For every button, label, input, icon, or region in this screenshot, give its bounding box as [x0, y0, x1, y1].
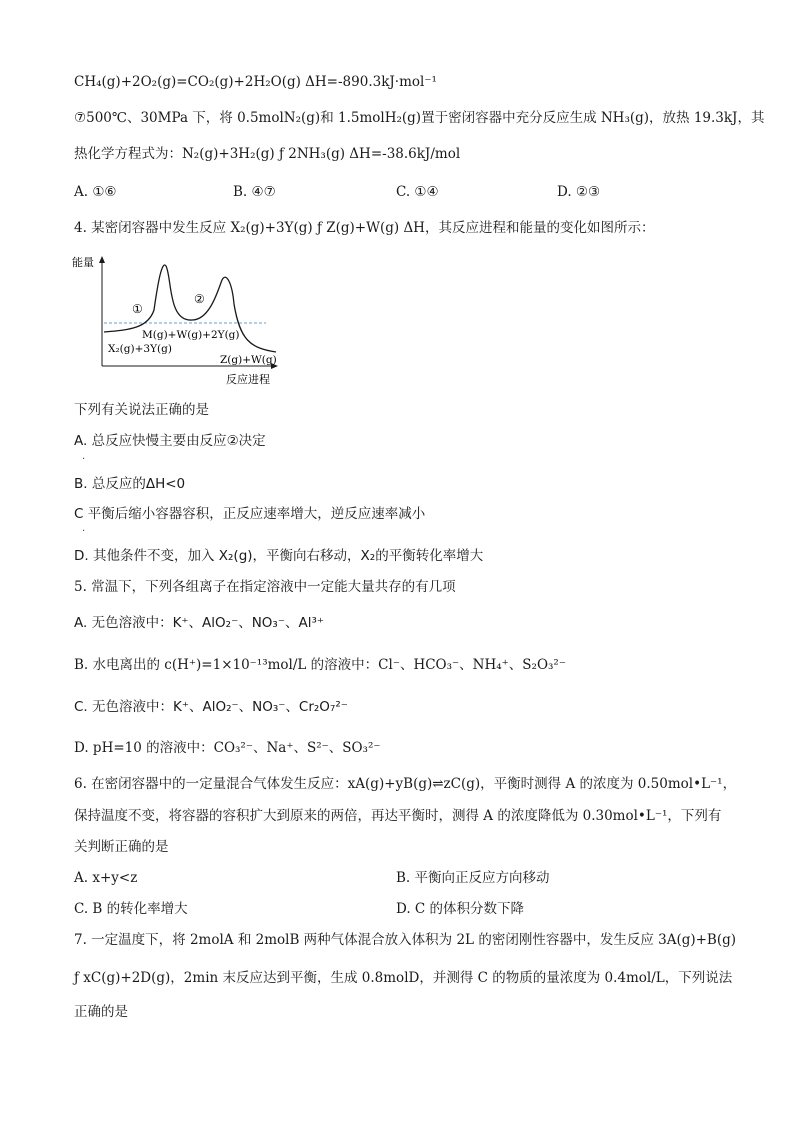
energy-profile-diagram [70, 252, 280, 392]
q5-option-c[interactable]: C. 无色溶液中：K⁺、AlO₂⁻、NO₃⁻、Cr₂O₇²⁻ [74, 699, 348, 715]
q6-stem-line1: 6. 在密闭容器中的一定量混合气体发生反应：xA(g)+yB(g)⇌zC(g)，平衡时测得 A 的浓度为 0.50mol•L⁻¹， [74, 776, 737, 792]
q6-stem-line2: 保持温度不变，将容器的容积扩大到原来的两倍，再达平衡时，测得 A 的浓度降低为 0.30mol•L⁻¹，下列有 [74, 808, 722, 824]
q4-option-b[interactable]: B. 总反应的ΔH<0 [74, 476, 186, 492]
q5-stem: 5. 常温下，下列各组离子在指定溶液中一定能大量共存的有几项 [74, 579, 456, 595]
artifact-dot: . [82, 523, 86, 534]
peak-label-2: ② [194, 292, 205, 306]
q5-option-d[interactable]: D. pH=10 的溶液中：CO₃²⁻、Na⁺、S²⁻、SO₃²⁻ [74, 740, 381, 756]
q6-stem-line3: 关判断正确的是 [74, 839, 169, 855]
y-axis-arrow [99, 256, 105, 263]
q7-stem-line1: 7. 一定温度下，将 2molA 和 2molB 两种气体混合放入体积为 2L 的密闭刚性容器中，发生反应 3A(g)+B(g) [74, 932, 737, 948]
q6-option-d[interactable]: D. C 的体积分数下降 [396, 901, 525, 917]
q4-stem: 4. 某密闭容器中发生反应 X₂(g)+3Y(g) ƒ Z(g)+W(g) ΔH，其反应进程和能量的变化如图所示： [74, 220, 655, 236]
products-label: Z(g)+W(g) [220, 354, 277, 366]
q3-option-d[interactable]: D. ②③ [557, 184, 601, 200]
q5-option-b[interactable]: B. 水电离出的 c(H⁺)=1×10⁻¹³mol/L 的溶液中：Cl⁻、HCO₃⁻、NH₄⁺、S₂O₃²⁻ [74, 657, 566, 673]
q3-option-a[interactable]: A. ①⑥ [74, 184, 117, 200]
q3-option-b[interactable]: B. ④⑦ [233, 184, 276, 200]
q3-option-c[interactable]: C. ①④ [396, 184, 439, 200]
artifact-dot: . [82, 451, 86, 462]
reactants-label: X₂(g)+3Y(g) [108, 343, 172, 355]
q4-option-d[interactable]: D. 其他条件不变，加入 X₂(g)，平衡向右移动，X₂的平衡转化率增大 [74, 548, 484, 564]
q3-equation-6: CH₄(g)+2O₂(g)=CO₂(g)+2H₂O(g) ΔH=-890.3kJ·mol⁻¹ [74, 74, 437, 90]
q3-statement-7-line2: 热化学方程式为：N₂(g)+3H₂(g) ƒ 2NH₃(g) ΔH=-38.6kJ/mol [74, 146, 461, 162]
energy-profile-svg [70, 252, 280, 392]
q4-option-a[interactable]: A. 总反应快慢主要由反应②决定 [74, 433, 266, 449]
q4-prompt: 下列有关说法正确的是 [74, 402, 209, 418]
y-axis-label: 能量 [72, 256, 94, 269]
q3-statement-7-line1: ⑦500℃、30MPa 下，将 0.5molN₂(g)和 1.5molH₂(g)置于密闭容器中充分反应生成 NH₃(g)，放热 19.3kJ，其 [74, 110, 765, 126]
q7-stem-line3: 正确的是 [74, 1004, 128, 1020]
q6-option-b[interactable]: B. 平衡向正反应方向移动 [396, 870, 550, 886]
peak-label-1: ① [132, 302, 143, 316]
q6-option-a[interactable]: A. x+y<z [74, 870, 138, 886]
q7-stem-line2: ƒ xC(g)+2D(g)，2min 末反应达到平衡，生成 0.8molD，并测得 C 的物质的量浓度为 0.4mol/L，下列说法 [74, 970, 733, 986]
q4-option-c[interactable]: C 平衡后缩小容器容积，正反应速率增大，逆反应速率减小 [74, 506, 426, 522]
x-axis-label: 反应进程 [226, 373, 270, 386]
intermediate-label: M(g)+W(g)+2Y(g) [142, 329, 240, 341]
q6-option-c[interactable]: C. B 的转化率增大 [74, 901, 188, 917]
q5-option-a[interactable]: A. 无色溶液中：K⁺、AlO₂⁻、NO₃⁻、Al³⁺ [74, 615, 324, 631]
